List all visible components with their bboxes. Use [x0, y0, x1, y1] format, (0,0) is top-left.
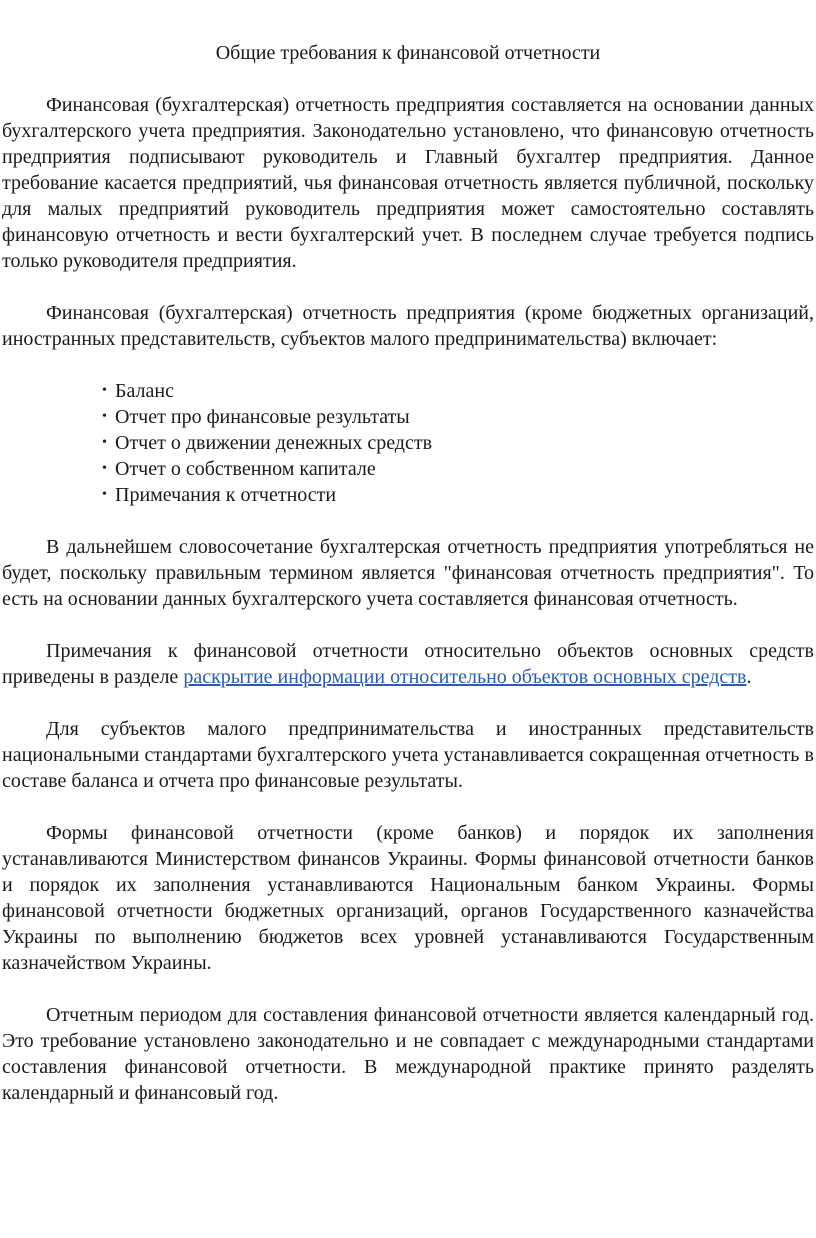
- list-item: [102, 404, 814, 430]
- paragraph-text: Примечания к финансовой отчетности относительно объектов основных средств приведены в разделе: [2, 640, 814, 688]
- fixed-assets-disclosure-link[interactable]: раскрытие информации относительно объектов основных средств: [183, 666, 747, 688]
- paragraph-text: .: [746, 666, 752, 688]
- bullet-icon: •: [102, 487, 107, 502]
- paragraph-terminology: В дальнейшем словосочетание бухгалтерская отчетность предприятия употребляться не будет, поскольку правильным термином является "финансовая отчетность предприятия". То есть на основании данных бухгалтерского учета составляется финансовая отчетность.: [2, 536, 814, 610]
- list-item: [102, 456, 814, 482]
- paragraph-small-business-reporting: Для субъектов малого предпринимательства и иностранных представительств национальными стандартами бухгалтерского учета устанавливается сокращенная отчетность в составе баланса и отчета про финансовые результаты.: [2, 718, 814, 792]
- bullet-icon: •: [102, 409, 107, 424]
- list-item-label: Отчет о движении денежных средств: [115, 432, 433, 454]
- list-item-label: Примечания к отчетности: [115, 484, 337, 506]
- paragraph-signing-requirements: Финансовая (бухгалтерская) отчетность предприятия составляется на основании данных бухгалтерского учета предприятия. Законодательно установлено, что финансовую отчетность предприятия подписывают руководитель и Главный бухгалтер предприятия. Данное требование касается предприятий, чья финансовая отчетность является публичной, поскольку для малых предприятий руководитель предприятия может самостоятельно составлять финансовую отчетность и вести бухгалтерский учет. В последнем случае требуется подпись только руководителя предприятия.: [2, 94, 814, 272]
- bullet-icon: •: [102, 435, 107, 450]
- report-components-list: [2, 378, 814, 508]
- paragraph-report-composition: Финансовая (бухгалтерская) отчетность предприятия (кроме бюджетных организаций, иностранных представительств, субъектов малого предпринимательства) включает:: [2, 302, 814, 350]
- bullet-icon: •: [102, 383, 107, 398]
- list-item-label: Отчет о собственном капитале: [115, 458, 376, 480]
- paragraph-reporting-period: Отчетным периодом для составления финансовой отчетности является календарный год. Это требование установлено законодательно и не совпадает с международными стандартами составления финансовой отчетности. В международной практике принято разделять календарный и финансовый год.: [2, 1004, 814, 1104]
- list-item: [102, 482, 814, 508]
- list-item-label: Баланс: [115, 380, 174, 402]
- document-title: Общие требования к финансовой отчетности: [215, 42, 601, 64]
- list-item: [102, 430, 814, 456]
- bullet-icon: •: [102, 461, 107, 476]
- list-item: [102, 378, 814, 404]
- list-item-label: Отчет про финансовые результаты: [115, 406, 410, 428]
- paragraph-fixed-assets-notes: [2, 638, 814, 690]
- paragraph-report-forms: Формы финансовой отчетности (кроме банков) и порядок их заполнения устанавливаются Министерством финансов Украины. Формы финансовой отчетности банков и порядок их заполнения устанавливаются Национальным банком Украины. Формы финансовой отчетности бюджетных организаций, органов Государственного казначейства Украины по выполнению бюджетов всех уровней устанавливаются Государственным казначейством Украины.: [2, 822, 814, 974]
